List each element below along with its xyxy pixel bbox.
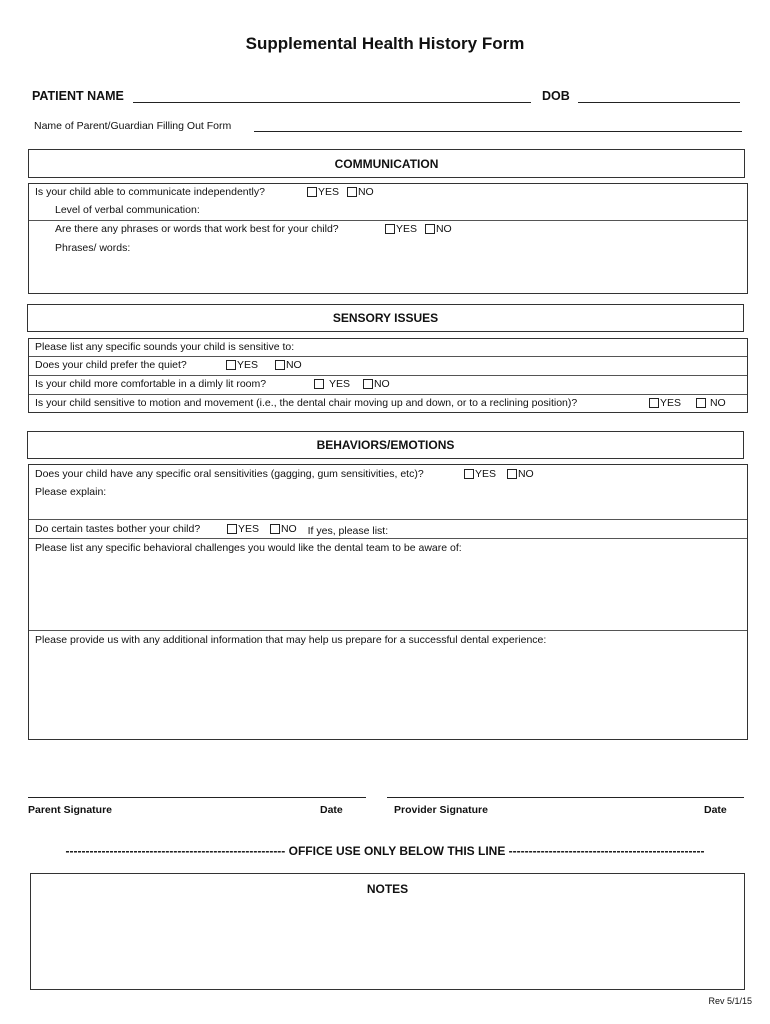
yes-label: YES [660,397,682,409]
yes-label: YES [237,359,259,371]
behaviors-q2b: If yes, please list: [307,525,389,537]
no-label: NO [280,523,297,535]
sensory-q3-yes[interactable] [314,378,350,390]
behaviors-q1b: Please explain: [35,486,107,498]
communication-table [28,183,748,294]
checkbox[interactable] [314,379,324,389]
no-label: NO [517,468,534,480]
communication-q1-no[interactable] [347,186,374,198]
communication-q3-no[interactable] [425,223,452,235]
sensory-heading: SENSORY ISSUES [27,304,744,332]
behaviors-row-1 [29,465,747,520]
behaviors-q2-yes[interactable] [227,523,259,535]
no-label: NO [435,223,452,235]
checkbox[interactable] [227,524,237,534]
no-label: NO [357,186,374,198]
checkbox[interactable] [307,187,317,197]
dob-label: DOB [542,89,570,103]
revision-label: Rev 5/1/15 [708,996,752,1006]
sensory-q2-no[interactable] [275,359,302,371]
provider-date-label: Date [704,804,727,816]
office-use-divider: ------------------------------------------------------- OFFICE USE ONLY BELOW THIS LINE ------------------------------------------------- [65,844,705,858]
behaviors-q2-no[interactable] [270,523,297,535]
guardian-label: Name of Parent/Guardian Filling Out Form [34,120,232,132]
checkbox[interactable] [649,398,659,408]
communication-q3: Are there any phrases or words that work best for your child? [55,223,339,235]
patient-name-label: PATIENT NAME [32,89,124,103]
sensory-row-2 [29,357,747,376]
communication-q1: Is your child able to communicate independently? [35,186,265,198]
behaviors-q1-yes[interactable] [464,468,496,480]
sensory-q3: Is your child more comfortable in a dimly lit room? [35,378,267,390]
sensory-q2-yes[interactable] [226,359,258,371]
behaviors-row-2 [29,520,747,539]
checkbox[interactable] [696,398,706,408]
communication-q3-yes[interactable] [385,223,417,235]
yes-label: YES [329,378,351,390]
behaviors-q3: Please list any specific behavioral challenges you would like the dental team to be aware of: [35,542,462,554]
patient-name-field[interactable] [133,102,531,103]
yes-label: YES [318,186,340,198]
checkbox[interactable] [507,469,517,479]
no-label: NO [709,397,726,409]
provider-signature-line[interactable] [387,797,744,798]
form-title: Supplemental Health History Form [245,34,525,53]
behaviors-row-4 [29,631,747,741]
behaviors-q4: Please provide us with any additional information that may help us prepare for a successful dental experience: [35,634,547,646]
checkbox[interactable] [363,379,373,389]
sensory-row-1 [29,339,747,357]
sensory-q4: Is your child sensitive to motion and movement (i.e., the dental chair moving up and down, or to a reclining position)? [35,397,578,409]
sensory-row-3 [29,376,747,395]
dob-field[interactable] [578,102,740,103]
checkbox[interactable] [226,360,236,370]
behaviors-row-3 [29,539,747,631]
sensory-table [28,338,748,413]
no-label: NO [373,378,390,390]
yes-label: YES [238,523,260,535]
checkbox[interactable] [425,224,435,234]
behaviors-table [28,464,748,740]
sensory-q4-no[interactable] [696,397,726,409]
sensory-q1: Please list any specific sounds your child is sensitive to: [35,341,295,353]
sensory-row-4 [29,395,747,414]
communication-row-2 [29,221,747,295]
checkbox[interactable] [464,469,474,479]
no-label: NO [285,359,302,371]
checkbox[interactable] [385,224,395,234]
behaviors-q1: Does your child have any specific oral sensitivities (gagging, gum sensitivities, etc)? [35,468,424,480]
parent-date-label: Date [320,804,343,816]
behaviors-q1-no[interactable] [507,468,534,480]
provider-signature-label: Provider Signature [394,804,488,816]
communication-row-1 [29,184,747,221]
notes-box[interactable] [30,873,745,990]
yes-label: YES [396,223,418,235]
checkbox[interactable] [347,187,357,197]
checkbox[interactable] [275,360,285,370]
parent-signature-label: Parent Signature [28,804,113,816]
yes-label: YES [475,468,497,480]
checkbox[interactable] [270,524,280,534]
behaviors-heading: BEHAVIORS/EMOTIONS [27,431,744,459]
behaviors-q2: Do certain tastes bother your child? [35,523,201,535]
sensory-q2: Does your child prefer the quiet? [35,359,187,371]
parent-signature-line[interactable] [28,797,366,798]
communication-q4: Phrases/ words: [55,242,131,254]
sensory-q4-yes[interactable] [649,397,681,409]
guardian-field[interactable] [254,131,742,132]
communication-q1-yes[interactable] [307,186,339,198]
communication-heading: COMMUNICATION [28,149,745,178]
notes-heading: NOTES [366,882,409,896]
sensory-q3-no[interactable] [363,378,390,390]
communication-q2: Level of verbal communication: [55,204,200,216]
